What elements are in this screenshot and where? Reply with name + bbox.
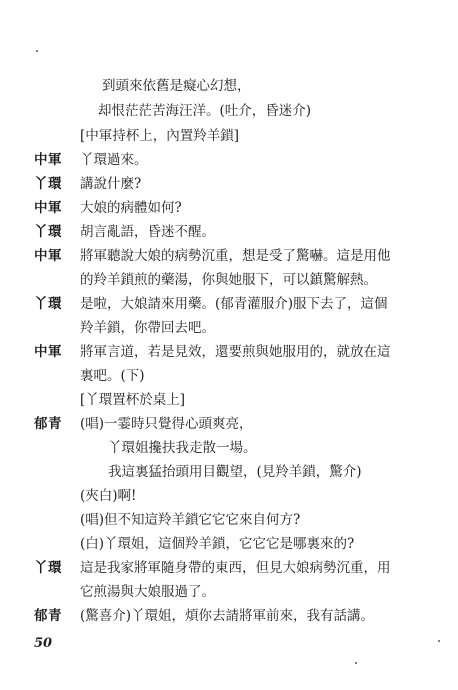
speaker-name: 中軍 [34, 200, 62, 216]
verse-line: 我這裏猛抬頭用目觀望，(見羚羊鎖，驚介) [108, 464, 362, 480]
dialogue-text: (白)丫環姐，這個羚羊鎖，它它它是哪裏來的? [80, 536, 355, 552]
dialogue-text: (唱)一霎時只覺得心頭爽亮， [80, 416, 253, 432]
script-line: 却恨茫茫苦海汪洋。(吐介，昏迷介) [98, 103, 312, 119]
stage-direction: [中軍持杯上，內置羚羊鎖] [80, 128, 240, 144]
dialogue-text: (唱)但不知這羚羊鎖它它它來自何方? [80, 512, 301, 528]
speaker-name: 中軍 [34, 152, 62, 168]
print-speck [36, 50, 38, 52]
speaker-name: 丫環 [34, 176, 62, 192]
dialogue-text: 丫環過來。 [80, 152, 148, 168]
speaker-name: 丫環 [34, 296, 62, 312]
speaker-name: 丫環 [34, 560, 62, 576]
speaker-name: 丫環 [34, 224, 62, 240]
dialogue-text: 裏吧。(下) [80, 368, 145, 384]
print-speck [355, 662, 357, 664]
dialogue-text: (夾白)啊! [80, 488, 137, 504]
speaker-name: 郁青 [34, 416, 62, 432]
page-number: 50 [34, 636, 53, 651]
speaker-name: 中軍 [34, 344, 62, 360]
stage-direction: [丫環置杯於桌上] [80, 392, 186, 408]
speaker-name: 中軍 [34, 248, 62, 264]
dialogue-text: 胡言亂語，昏迷不醒。 [80, 224, 215, 240]
dialogue-text: 將軍言道，若是見效，還要煎與她服用的，就放在這 [80, 344, 391, 360]
dialogue-text: 羚羊鎖，你帶回去吧。 [80, 320, 215, 336]
dialogue-text: (驚喜介)丫環姐，煩你去請將軍前來，我有話講。 [80, 608, 375, 624]
dialogue-text: 是啦，大娘請來用藥。(郁青灌服介)服下去了，這個 [80, 296, 388, 312]
dialogue-text: 它煎湯與大娘服過了。 [80, 584, 215, 600]
script-line: 到頭來依舊是癡心幻想， [102, 78, 251, 94]
print-speck [438, 640, 440, 642]
dialogue-text: 將軍聽說大娘的病勢沉重，想是受了驚嚇。這是用他 [80, 248, 391, 264]
dialogue-text: 大娘的病體如何? [80, 200, 182, 216]
verse-line: 丫環姐攙扶我走散一場。 [108, 440, 257, 456]
dialogue-text: 的羚羊鎖煎的藥湯，你與她服下，可以鎮驚解熱。 [80, 272, 377, 288]
dialogue-text: 這是我家將軍隨身帶的東西，但見大娘病勢沉重，用 [80, 560, 391, 576]
dialogue-text: 講說什麼? [80, 176, 142, 192]
speaker-name: 郁青 [34, 608, 62, 624]
